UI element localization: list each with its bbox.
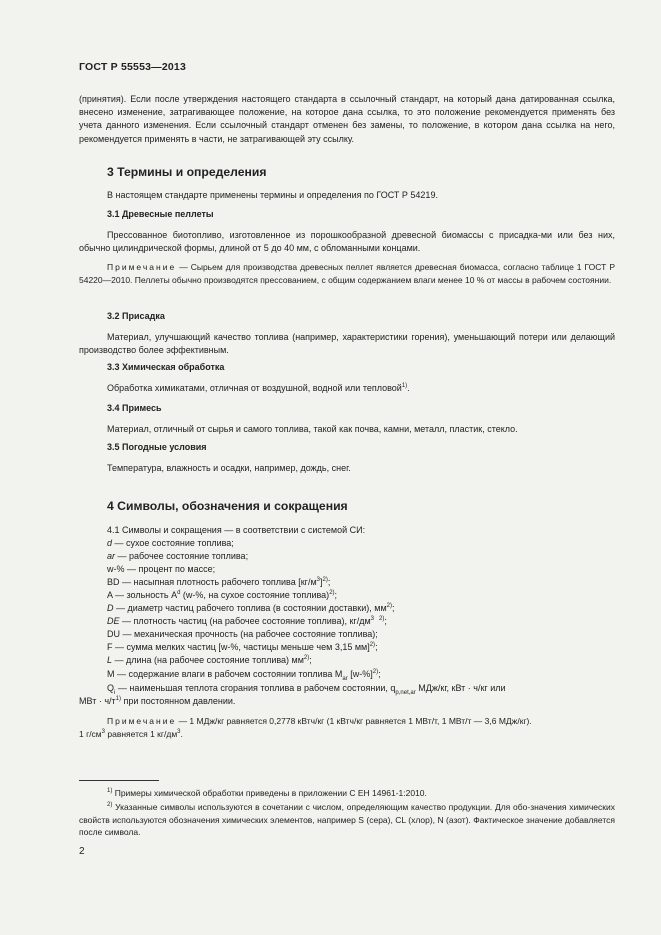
symbol-w: w-% — процент по массе; [107,564,216,574]
note-text: — Сырьем для производства древесных пеллет является древесная биомасса, согласно таблице 1 ГОСТ Р 54220—2010. Пеллеты обычно производятся прессованием, с общим содержанием влаги менее 10 % от массы в рабочем состоянии. [79,262,615,285]
term-3-5-heading: 3.5 Погодные условия [107,442,207,452]
footnote-2: $^{2)}$ Указанные символы используются в сочетании с числом, определяющим качество продукции. Для обо-значения химических свойств используются обозначения химических элементов, например S (сера), CL (хлор), N (азот). Фактическое значение добавляется после символа. [79,802,615,837]
term-3-4-body: Материал, отличный от сырья и самого топлива, такой как почва, камни, металл, пластик, стекло. [107,424,518,434]
note-label: Примечание [107,262,177,272]
symbol-f: F — сумма мелких частиц [w-%, частицы меньше чем 3,15 мм]$^{2)}$; [107,642,378,652]
term-3-4-heading: 3.4 Примесь [107,403,162,413]
term-3-1-body: Прессованное биотопливо, изготовленное из порошкообразной древесной биомассы с присадка-ми или без них, обычно цилиндрической формы, длиной от 5 до 40 мм, с обломанными концами. [79,230,615,254]
symbol-l: L — длина (на рабочее состояние топлива) $мм^{2)}$; [107,655,312,665]
section-3-title: 3 Термины и определения [107,165,267,179]
term-3-3-body: Обработка химикатами, отличная от воздушной, водной или тепловой$^{1)}$. [107,383,410,393]
symbol-d: d — сухое состояние топлива; [107,538,234,548]
symbol-q-line1: $Q_i$ — наименьшая теплота сгорания топлива в рабочем состоянии, $q_{p,net,ar}$ МДж/кг, кВт · ч/кг или [107,683,506,696]
symbol-m: M — содержание влаги в рабочем состоянии топлива $M_{ar}$ $[w-\%]^{2)}$; [107,669,381,682]
symbol-d-diameter: D — диаметр частиц рабочего топлива (в состоянии доставки), $мм^{2)}$; [107,603,395,613]
section-4-note-line1: Примечание — 1 МДж/кг равняется 0,2778 кВтч/кг (1 кВтч/кг равняется 1 МВт/т, 1 МВт/т — 3,6 МДж/кг). [107,716,532,726]
symbol-de: DE — плотность частиц (на рабочее состояние топлива), $кг/дм^3$ $^{2)}$; [107,616,387,626]
section-3-lead: В настоящем стандарте применены термины и определения по ГОСТ Р 54219. [107,190,438,200]
symbol-q-line2: МВт · $ч/т^{1)}$ при постоянном давлении. [79,696,236,706]
symbol-bd: BD — насыпная плотность рабочего топлива $[кг/м^3]^{2)}$; [107,577,331,587]
doc-header: ГОСТ Р 55553—2013 [79,61,187,73]
term-3-1-note [79,261,615,286]
page-number: 2 [79,846,85,857]
intro-paragraph: (принятия). Если после утверждения настоящего стандарта в ссылочный стандарт, на который дана датированная ссылка, внесено изменение, затрагивающее положение, на которое дана ссылка, то это положение рекомендуется применять без учета данного изменения. Если ссылочный стандарт отменен без замены, то положение, в котором дана ссылка на него, рекомендуется применять в части, не затрагивающей эту ссылку. [79,94,615,144]
section-4-note-line2: 1 $г/см^3$ равняется 1 $кг/дм^3$. [79,729,183,739]
symbol-ar: ar — рабочее состояние топлива; [107,551,249,561]
footnote-1: $^{1)}$ Примеры химической обработки приведены в приложении С ЕН 14961-1:2010. [107,788,427,798]
section-4-lead: 4.1 Символы и сокращения — в соответствии с системой СИ: [107,525,366,535]
term-3-2-body: Материал, улучшающий качество топлива (например, характеристики горения), уменьшающий потери или делающий производство более эффективным. [79,332,615,356]
term-3-2-heading: 3.2 Присадка [107,311,165,321]
term-3-1-heading: 3.1 Древесные пеллеты [107,209,214,219]
term-3-3-heading: 3.3 Химическая обработка [107,362,225,372]
footnote-divider [79,780,159,781]
term-3-5-body: Температура, влажность и осадки, например, дождь, снег. [107,463,351,473]
symbol-a: A — зольность $A^d$ (w-%, на сухое состояние топлива)$^{2)}$; [107,590,338,600]
section-4-title: 4 Символы, обозначения и сокращения [107,499,348,513]
symbol-du: DU — механическая прочность (на рабочее состояние топлива); [107,629,378,639]
